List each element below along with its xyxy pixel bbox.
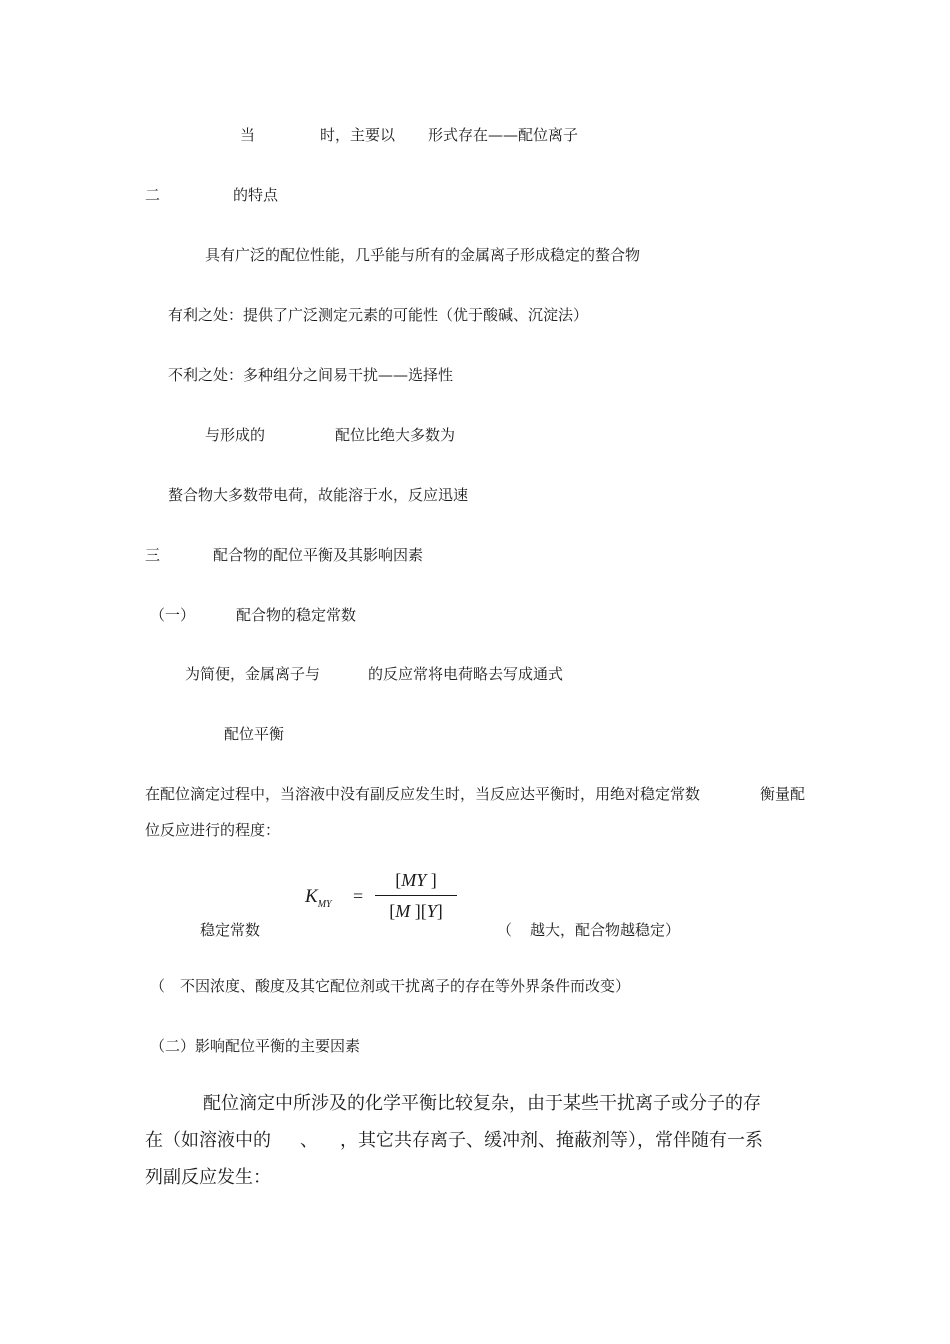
text-dang: 当 xyxy=(240,126,256,144)
section-2-title: 的特点 xyxy=(233,186,279,204)
paragraph-disadvantage: 不利之处：多种组分之间易干扰——选择性 xyxy=(168,366,454,384)
section-3-title: 配合物的配位平衡及其影响因素 xyxy=(213,546,424,564)
text-dun-hao: 、 xyxy=(300,1130,318,1151)
paragraph-side-reactions-line-2a: 在（如溶液中的 xyxy=(145,1130,271,1151)
formula-numerator: [MY ] xyxy=(395,870,437,890)
text-weijianbian: 为简便，金属离子与 xyxy=(185,665,321,683)
text-shi-zhuyao-yi: 时，主要以 xyxy=(320,126,396,144)
paragraph-titration-line-1: 在配位滴定过程中，当溶液中没有副反应发生时，当反应达平衡时，用绝对稳定常数 xyxy=(145,785,701,803)
stability-constant-formula xyxy=(305,868,455,928)
paragraph-side-reactions-line-3: 列副反应发生： xyxy=(145,1167,271,1188)
formula-fraction-bar xyxy=(375,895,457,896)
text-coordination-equilibrium: 配位平衡 xyxy=(224,725,285,743)
section-3-number: 三 xyxy=(145,546,161,564)
paragraph-independent-conditions: 不因浓度、酸度及其它配位剂或干扰离子的存在等外界条件而改变） xyxy=(180,977,631,995)
formula-k-subscript: MY xyxy=(317,898,332,910)
paragraph-advantage: 有利之处：提供了广泛测定元素的可能性（优于酸碱、沉淀法） xyxy=(168,306,589,324)
formula-denominator: [M ][Y] xyxy=(389,901,443,921)
formula-equals: = xyxy=(353,886,364,906)
subsection-1-number: （一） xyxy=(150,606,196,624)
paragraph-side-reactions-line-2b: ，其它共存离子、缓冲剂、掩蔽剂等），常伴随有一系 xyxy=(340,1130,763,1151)
text-yu-xingcheng-de: 与形成的 xyxy=(205,426,266,444)
text-note-open-paren: （ xyxy=(497,921,513,939)
formula-k: $K_{MY}$ xyxy=(305,886,332,910)
paragraph-titration-line-2: 位反应进行的程度： xyxy=(145,821,281,839)
paragraph-broad-coordination: 具有广泛的配位性能，几乎能与所有的金属离子形成稳定的螯合物 xyxy=(205,246,641,264)
subsection-1-title: 配合物的稳定常数 xyxy=(236,606,357,624)
paragraph-side-reactions-line-1: 配位滴定中所涉及的化学平衡比较复杂，由于某些干扰离子或分子的存 xyxy=(203,1093,761,1114)
text-stability-constant-label: 稳定常数 xyxy=(200,921,261,939)
section-2-number: 二 xyxy=(145,186,161,204)
text-note-larger-more-stable: 越大，配合物越稳定） xyxy=(530,921,681,939)
text-coordination-ratio: 配位比绝大多数为 xyxy=(335,426,456,444)
subsection-2-title: （二）影响配位平衡的主要因素 xyxy=(150,1037,361,1055)
text-open-paren: （ xyxy=(150,977,166,995)
text-xingshi-cunzai: 形式存在——配位离子 xyxy=(428,126,579,144)
text-reaction-general: 的反应常将电荷略去写成通式 xyxy=(368,665,564,683)
text-hengliang-pei: 衡量配 xyxy=(760,785,806,803)
paragraph-chelate-charge: 螯合物大多数带电荷，故能溶于水，反应迅速 xyxy=(168,486,469,504)
